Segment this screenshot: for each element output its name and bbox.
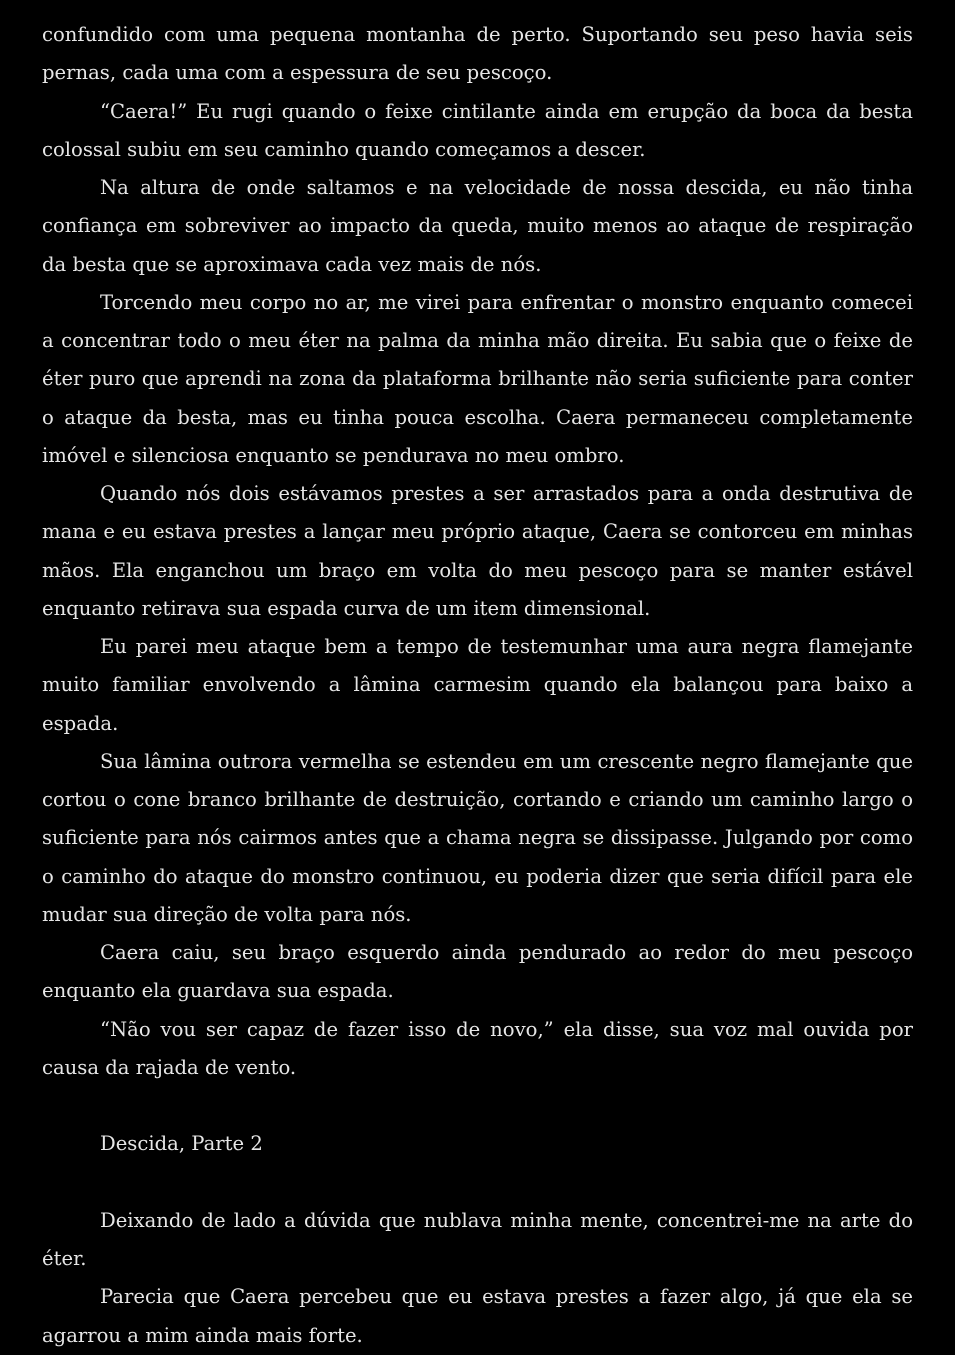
- paragraph: confundido com uma pequena montanha de perto. Suportando seu peso havia seis pernas, cada uma com a espessura de seu pescoço.: [42, 23, 913, 85]
- paragraph: Deixando de lado a dúvida que nublava minha mente, concentrei-me na arte do éter.: [42, 1208, 913, 1270]
- paragraph: Eu parei meu ataque bem a tempo de testemunhar uma aura negra flamejante muito familiar envolvendo a lâmina carmesim quando ela balançou para baixo a espada.: [42, 635, 913, 735]
- paragraph: Na altura de onde saltamos e na velocidade de nossa descida, eu não tinha confiança em sobreviver ao impacto da queda, muito menos ao ataque de respiração da besta que se aproximava cada vez mais de nós.: [42, 176, 913, 276]
- paragraph: Torcendo meu corpo no ar, me virei para enfrentar o monstro enquanto comecei a concentrar todo o meu éter na palma da minha mão direita. Eu sabia que o feixe de éter puro que aprendi na zona da plataforma brilhante não seria suficiente para conter o ataque da besta, mas eu tinha pouca escolha. Caera permaneceu completamente imóvel e silenciosa enquanto se pendurava no meu ombro.: [42, 290, 913, 467]
- paragraph: Sua lâmina outrora vermelha se estendeu em um crescente negro flamejante que cortou o cone branco brilhante de destruição, cortando e criando um caminho largo o suficiente para nós cairmos antes que a chama negra se dissipasse. Julgando por como o caminho do ataque do monstro continuou, eu poderia dizer que seria difícil para ele mudar sua direção de volta para nós.: [42, 749, 913, 926]
- paragraph: “Não vou ser capaz de fazer isso de novo,” ela disse, sua voz mal ouvida por causa da rajada de vento.: [42, 1017, 913, 1079]
- document-text: [42, 16, 913, 1355]
- section-heading: Descida, Parte 2: [100, 1132, 263, 1156]
- paragraph: “Caera!” Eu rugi quando o feixe cintilante ainda em erupção da boca da besta colossal subiu em seu caminho quando começamos a descer.: [42, 99, 913, 161]
- paragraph: Caera caiu, seu braço esquerdo ainda pendurado ao redor do meu pescoço enquanto ela guardava sua espada.: [42, 941, 913, 1003]
- paragraph: Quando nós dois estávamos prestes a ser arrastados para a onda destrutiva de mana e eu estava prestes a lançar meu próprio ataque, Caera se contorceu em minhas mãos. Ela enganchou um braço em volta do meu pescoço para se manter estável enquanto retirava sua espada curva de um item dimensional.: [42, 482, 913, 620]
- blank-line: [42, 1087, 913, 1125]
- paragraph: Parecia que Caera percebeu que eu estava prestes a fazer algo, já que ela se agarrou a mim ainda mais forte.: [42, 1285, 913, 1347]
- blank-line: [42, 1164, 913, 1202]
